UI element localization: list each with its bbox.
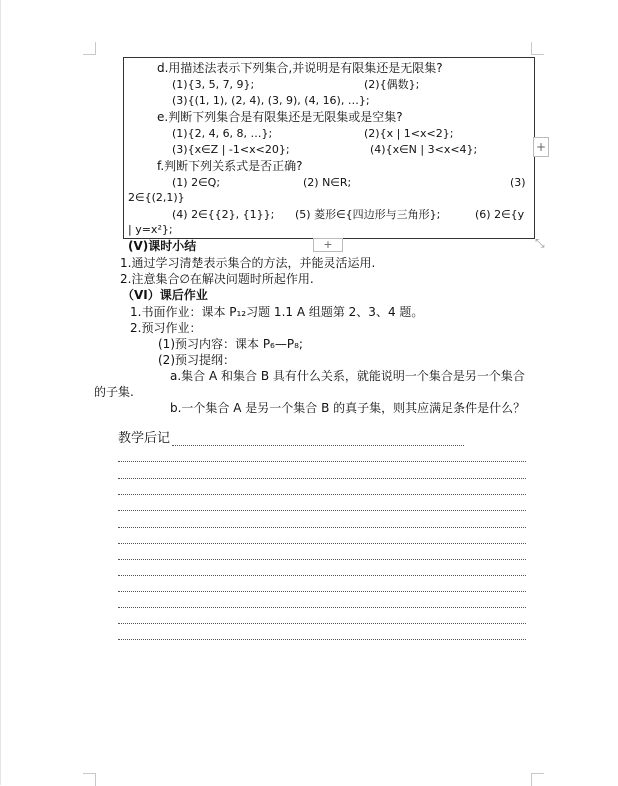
homework-heading: （VI）课后作业 [122, 288, 208, 302]
add-row-button[interactable]: + [313, 238, 343, 252]
summary-item-1: 1.通过学习清楚表示集合的方法，并能灵活运用. [120, 256, 376, 270]
exercise-e-title: e.判断下列集合是有限集还是无限集或是空集? [157, 110, 403, 124]
homework-question-a: a.集合 A 和集合 B 具有什么关系，就能说明一个集合是另一个集合 [170, 369, 525, 383]
notes-line-8[interactable] [118, 575, 526, 576]
exercise-e4: (4){x∈N | 3<x<4}; [370, 143, 478, 156]
exercise-f-title: f.判断下列关系式是否正确? [157, 159, 303, 173]
crop-mark-bottom-left [83, 773, 96, 786]
exercise-d-title: d.用描述法表示下列集合,并说明是有限集还是无限集? [157, 61, 443, 75]
notes-line-10[interactable] [118, 607, 526, 608]
notes-line-1[interactable] [118, 461, 526, 462]
notes-line-6[interactable] [118, 543, 526, 544]
exercise-d3: (3){(1, 1), (2, 4), (3, 9), (4, 16), …}; [172, 94, 370, 107]
crop-mark-top-right [531, 42, 544, 55]
homework-item-2: 2.预习作业： [130, 321, 202, 335]
exercise-d2: (2){偶数}; [364, 78, 420, 91]
exercise-f1: (1) 2∈Q; [172, 176, 221, 189]
homework-sub-2: (2)预习提纲： [158, 353, 235, 367]
exercise-f3-num: (3) [510, 176, 526, 189]
exercise-f5: (5) 菱形∈{四边形与三角形}; [295, 208, 441, 221]
homework-question-a-cont: 的子集. [94, 385, 134, 399]
notes-label-line [172, 445, 464, 446]
summary-item-2: 2.注意集合∅在解决问题时所起作用. [120, 272, 314, 286]
page-edge [0, 0, 1, 785]
notes-line-3[interactable] [118, 494, 526, 495]
notes-line-12[interactable] [118, 639, 526, 640]
notes-line-4[interactable] [118, 510, 526, 511]
summary-heading: (V)课时小结 [128, 239, 197, 253]
exercise-f6-start: (6) 2∈{y [475, 208, 525, 221]
exercise-d1: (1){3, 5, 7, 9}; [172, 78, 255, 91]
notes-line-7[interactable] [118, 559, 526, 560]
resize-handle-icon[interactable]: ⤡ [535, 236, 545, 250]
notes-label: 教学后记 [118, 431, 171, 446]
exercise-f4: (4) 2∈{{2}, {1}}; [172, 208, 275, 221]
notes-line-11[interactable] [118, 623, 526, 624]
exercise-f6-end: | y=x²}; [128, 223, 173, 236]
homework-sub-1: (1)预习内容：课本 P₆—P₈; [158, 337, 303, 351]
notes-line-2[interactable] [118, 478, 526, 479]
crop-mark-top-left [83, 42, 96, 55]
crop-mark-bottom-right [531, 773, 544, 786]
exercise-e3: (3){x∈Z | -1<x<20}; [172, 143, 290, 156]
add-column-button[interactable]: + [533, 137, 549, 157]
exercise-e2: (2){x | 1<x<2}; [364, 127, 454, 140]
exercise-f3-expr: 2∈{(2,1)} [128, 191, 185, 204]
homework-question-b: b.一个集合 A 是另一个集合 B 的真子集，则其应满足条件是什么？ [170, 401, 526, 415]
notes-line-9[interactable] [118, 591, 526, 592]
homework-item-1: 1.书面作业：课本 P₁₂习题 1.1 A 组题第 2、3、4 题。 [130, 305, 424, 319]
notes-line-5[interactable] [118, 527, 526, 528]
exercise-f2: (2) N∈R; [303, 176, 352, 189]
exercise-e1: (1){2, 4, 6, 8, …}; [172, 127, 273, 140]
